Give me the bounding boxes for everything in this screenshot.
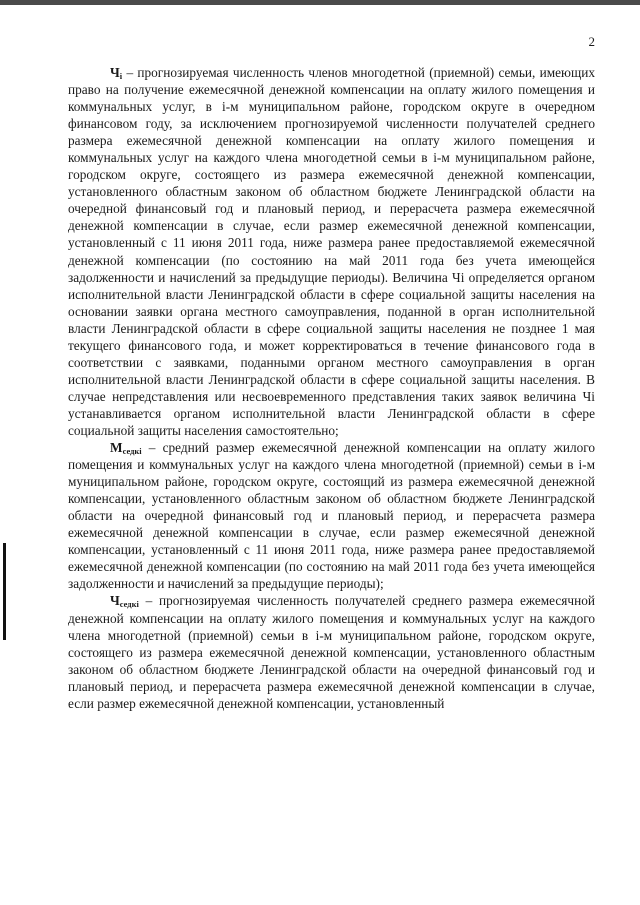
term-chsedki-subscript: седкi bbox=[119, 599, 139, 610]
paragraph-chsedki-text: – прогнозируемая численность получателей среднего размера ежемесячной денежной компенсации на оплату жилого помещения и коммунальных услуг на каждого члена многодетной (приемной) семьи в i-м муниципальном районе, городском округе, состоящего из размера ежемесячной денежной компенсации, установленного областным законом об областном бюджете Ленинградской области на очередной финансовый год и плановый период, и перерасчета размера ежемесячной денежной компенсации в случае, если размер ежемесячной денежной компенсации, установленный bbox=[68, 593, 595, 711]
paragraph-chi-definition bbox=[68, 64, 595, 439]
scan-margin-mark bbox=[3, 543, 6, 640]
term-chsedki-letter: Ч bbox=[110, 593, 120, 609]
term-chi-letter: Ч bbox=[110, 65, 120, 80]
term-msedki-subscript: седкi bbox=[122, 446, 142, 457]
paragraph-chsedki-definition bbox=[68, 592, 595, 711]
scan-top-edge bbox=[0, 0, 640, 5]
paragraph-msedki-text: – средний размер ежемесячной денежной компенсации на оплату жилого помещения и коммунальных услуг на каждого члена многодетной (приемной) семьи в i-м муниципальном районе, городском округе, состоящий из размера ежемесячной денежной компенсации, установленного областным законом об областном бюджете Ленинградской области на очередной финансовый год и плановый период, и перерасчета размера ежемесячной денежной компенсации в случае, если размер ежемесячной денежной компенсации, установленный с 11 июня 2011 года, ниже размера ранее предоставляемой ежемесячной денежной компенсации (по состоянию на май 2011 года без учета имеющейся задолженности и начислений за предыдущие периоды); bbox=[68, 440, 595, 592]
paragraph-chi-text: – прогнозируемая численность членов многодетной (приемной) семьи, имеющих право на получение ежемесячной денежной компенсации на оплату жилого помещения и коммунальных услуг, в i-м муниципальном районе, городском округе в очередном финансовом году, за исключением прогнозируемой численности получателей среднего размера ежемесячной денежной компенсации на оплату жилого помещения и коммунальных услуг на каждого члена многодетной семьи в i-м муниципальном районе, городском округе, состоящего из размера ежемесячной денежной компенсации, установленного областным законом об областном бюджете Ленинградской области на очередной финансовый год и плановый период, и перерасчета размера ежемесячной денежной компенсации в случае, если размер ежемесячной денежной компенсации, установленный с 11 июня 2011 года, ниже размера ранее предоставляемой ежемесячной денежной компенсации (по состоянию на май 2011 года без учета имеющейся задолженности и начислений за предыдущие периоды). Величина Чi определяется органом исполнительной власти Ленинградской области в сфере социальной защиты населения на основании заявки органа местного самоуправления, поданной в орган исполнительной власти Ленинградской области в сфере социальной защиты населения не позднее 1 мая текущего финансового года, и может корректироваться в течение финансового года в соответствии с заявками, поданными органом местного самоуправления в орган исполнительной власти Ленинградской области в сфере социальной защиты населения. В случае непредставления или несвоевременного представления таких заявок величина Чi устанавливается органом исполнительной власти Ленинградской области в сфере социальной защиты населения самостоятельно; bbox=[68, 65, 595, 438]
term-chi-subscript: i bbox=[119, 71, 123, 81]
page-number: 2 bbox=[588, 34, 595, 49]
document-body bbox=[68, 64, 595, 712]
term-chsedki bbox=[110, 593, 139, 608]
paragraph-msedki-definition bbox=[68, 439, 595, 592]
term-msedki-letter: М bbox=[110, 440, 123, 456]
term-msedki bbox=[110, 440, 142, 455]
term-chi bbox=[110, 65, 122, 80]
